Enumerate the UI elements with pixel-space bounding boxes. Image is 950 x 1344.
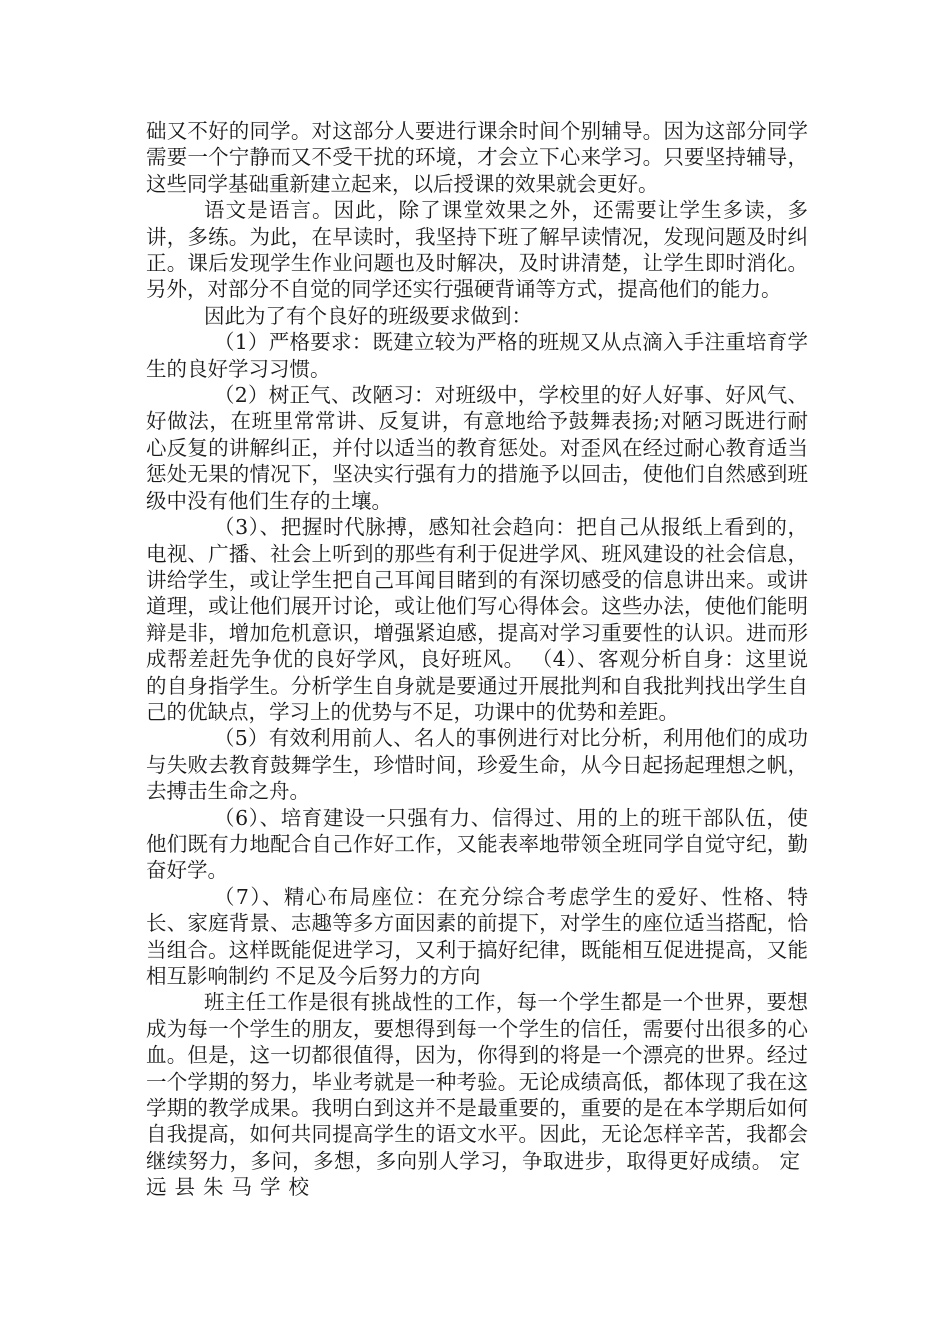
paragraph-conclusion: [146, 989, 808, 1200]
school-signature: 定远县朱马学校: [146, 1148, 808, 1200]
paragraph-item-7: （7）、精心布局座位：在充分综合考虑学生的爱好、性格、特长、家庭背景、志趣等多方面因素的前提下，对学生的座位适当搭配，恰当组合。这样既能促进学习，又利于搞好纪律，既能相互促进提高，又能相互影响制约 不足及今后努力的方向: [146, 884, 808, 988]
paragraph-item-3-4: （3）、把握时代脉搏，感知社会趋向：把自己从报纸上看到的，电视、广播、社会上听到的那些有利于促进学风、班风建设的社会信息，讲给学生，或让学生把自己耳闻目睹到的有深切感受的信息讲出来。或讲道理，或让他们展开讨论，或让他们写心得体会。这些办法，使他们能明辩是非，增加危机意识，增强紧迫感，提高对学习重要性的认识。进而形成帮差赶先争优的良好学风，良好班风。 （4）、客观分析自身：这里说的自身指学生。分析学生自身就是要通过开展批判和自我批判找出学生自己的优缺点，学习上的优势与不足，功课中的优势和差距。: [146, 515, 808, 724]
paragraph-item-5: （5）有效利用前人、名人的事例进行对比分析，利用他们的成功与失败去教育鼓舞学生，珍惜时间，珍爱生命，从今日起扬起理想之帆，去搏击生命之舟。: [146, 726, 808, 804]
paragraph-tutoring: 础又不好的同学。对这部分人要进行课余时间个别辅导。因为这部分同学需要一个宁静而又不受干扰的环境，才会立下心来学习。只要坚持辅导，这些同学基础重新建立起来，以后授课的效果就会更好。: [146, 119, 808, 196]
paragraph-class-requirements-intro: 因此为了有个良好的班级要求做到：: [204, 303, 532, 328]
paragraph-item-1: （1）严格要求：既建立较为严格的班规又从点滴入手注重培育学生的良好学习习惯。: [146, 330, 808, 381]
paragraph-chinese-language: 语文是语言。因此，除了课堂效果之外，还需要让学生多读，多讲，多练。为此，在早读时，我坚持下班了解早读情况，发现问题及时纠正。课后发现学生作业问题也及时解决，及时讲清楚，让学生即时消化。另外，对部分不自觉的同学还实行强硬背诵等方式，提高他们的能力。: [146, 198, 808, 302]
conclusion-text: 班主任工作是很有挑战性的工作，每一个学生都是一个世界，要想成为每一个学生的朋友，要想得到每一个学生的信任，需要付出很多的心血。但是，这一切都很值得，因为，你得到的将是一个漂亮的世界。经过一个学期的努力，毕业考就是一种考验。无论成绩高低，都体现了我在这学期的教学成果。我明白到这并不是最重要的，重要的是在本学期后如何自我提高，如何共同提高学生的语文水平。因此，无论怎样辛苦，我都会继续努力，多问，多想，多向别人学习，争取进步，取得更好成绩。: [146, 990, 808, 1173]
document-body: [146, 118, 808, 1201]
paragraph-item-6: （6）、培育建设一只强有力、信得过、用的上的班干部队伍，使他们既有力地配合自己作好工作，又能表率地带领全班同学自觉守纪，勤奋好学。: [146, 805, 808, 883]
paragraph-item-2: （2）树正气、改陋习：对班级中，学校里的好人好事、好风气、好做法，在班里常常讲、反复讲，有意地给予鼓舞表扬;对陋习既进行耐心反复的讲解纠正，并付以适当的教育惩处。对歪风在经过耐心教育适当惩处无果的情况下，坚决实行强有力的措施予以回击，使他们自然感到班级中没有他们生存的土壤。: [146, 383, 808, 513]
